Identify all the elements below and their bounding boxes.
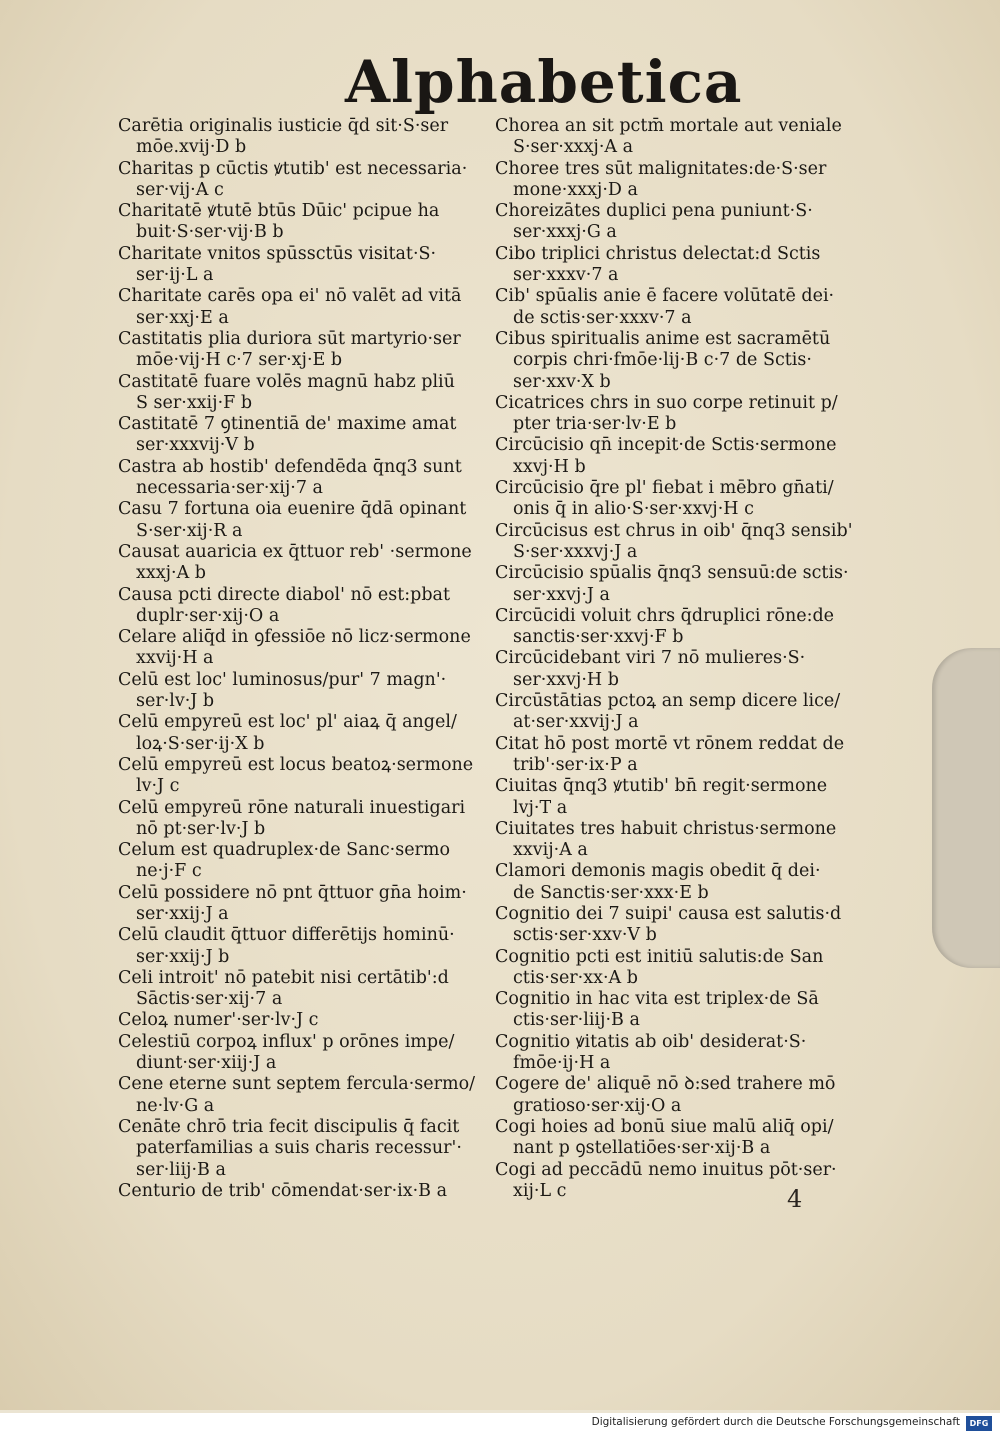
index-entry-continuation: onis q̄ in alio·S·ser·xxvj·H c bbox=[513, 499, 754, 520]
index-entry bbox=[118, 712, 498, 755]
index-entry-continuation: S·ser·xij·R a bbox=[136, 520, 243, 541]
index-entry-continuation: S ser·xxij·F b bbox=[136, 392, 253, 413]
index-entry-headline: Cogi ad peccādū nemo inuitus pōt·ser· bbox=[495, 1159, 837, 1180]
index-entry bbox=[495, 563, 875, 606]
index-entry-continuation: lvj·T a bbox=[513, 797, 568, 818]
index-entry-continuation: ser·xxij·J b bbox=[136, 946, 230, 967]
index-entry-continuation: mōe·vij·H c·7 ser·xj·E b bbox=[136, 350, 343, 371]
index-entry-headline: Cognitio pcti est initiū salutis:de San bbox=[495, 946, 824, 967]
index-entry-headline: Choreizātes duplici pena puniunt·S· bbox=[495, 201, 813, 222]
index-entry bbox=[118, 286, 498, 329]
index-entry-continuation: ser·xxvj·J a bbox=[513, 584, 610, 605]
index-entry bbox=[118, 542, 498, 585]
index-entry-continuation: ne·j·F c bbox=[136, 861, 202, 882]
index-entry-headline: Circūcisio spūalis q̄nq3 sensuū:de sctis· bbox=[495, 563, 849, 584]
index-entry-headline: Celoꝝ numer'·ser·lv·J c bbox=[118, 1010, 319, 1031]
index-entry-continuation: xxvij·H a bbox=[136, 648, 214, 669]
index-entry-continuation: ctis·ser·xx·A b bbox=[513, 967, 638, 988]
index-entry-continuation: ser·liij·B a bbox=[136, 1159, 226, 1180]
page-heading: Alphabetica bbox=[345, 48, 743, 116]
index-entry-continuation: duplr·ser·xij·O a bbox=[136, 605, 280, 626]
index-entry-continuation: loꝝ·S·ser·ij·X b bbox=[136, 733, 265, 754]
index-entry bbox=[495, 989, 875, 1032]
index-entry bbox=[118, 755, 498, 798]
index-entry-continuation: diunt·ser·xiij·J a bbox=[136, 1053, 277, 1074]
index-entry-headline: Causat auaricia ex q̄ttuor reb' ·sermone bbox=[118, 541, 472, 562]
index-entry bbox=[495, 776, 875, 819]
index-entry-headline: Celū empyreū est loc' pl' aiaꝝ q̄ angel/ bbox=[118, 712, 457, 733]
index-entry bbox=[495, 159, 875, 202]
index-entry bbox=[118, 1181, 498, 1202]
index-entry-headline: Castitatis plia duriora sūt martyrio·ser bbox=[118, 328, 461, 349]
index-entry bbox=[118, 925, 498, 968]
index-entry-headline: Celū empyreū rōne naturali inuestigari bbox=[118, 797, 466, 818]
page-number: 4 bbox=[787, 1185, 803, 1213]
index-entry-headline: Circūcisio qn̄ incepit·de Sctis·sermone bbox=[495, 435, 837, 456]
index-entry-headline: Circūcisio q̄re pl' fiebat i mēbro gn̄ati/ bbox=[495, 478, 834, 499]
index-entry bbox=[118, 883, 498, 926]
index-entry-headline: Celū est loc' luminosus/pur' 7 magn'· bbox=[118, 669, 447, 690]
index-entry-continuation: S·ser·xxxj·A a bbox=[513, 137, 634, 158]
index-entry-headline: Cib' spūalis anie ē facere volūtatē dei· bbox=[495, 286, 835, 307]
index-entry bbox=[118, 372, 498, 415]
index-entry-continuation: corpis chri·fmōe·lij·B c·7 de Sctis· bbox=[513, 350, 812, 371]
index-entry bbox=[118, 798, 498, 841]
index-entry-continuation: fmōe·ij·H a bbox=[513, 1053, 611, 1074]
index-entry-continuation: ser·xxxv·7 a bbox=[513, 265, 619, 286]
index-entry bbox=[118, 840, 498, 883]
index-entry-headline: Circūcidebant viri 7 nō mulieres·S· bbox=[495, 648, 806, 669]
index-entry-headline: Cene eterne sunt septem fercula·sermo/ bbox=[118, 1074, 476, 1095]
index-entry bbox=[118, 627, 498, 670]
index-entry-continuation: nant p ꝯstellatiōes·ser·xij·B a bbox=[513, 1138, 771, 1159]
index-entry-headline: Celū possidere nō pnt q̄ttuor gn̄a hoim· bbox=[118, 882, 467, 903]
index-entry-continuation: paterfamilias a suis charis recessur'· bbox=[136, 1138, 462, 1159]
index-entry bbox=[118, 329, 498, 372]
index-entry bbox=[118, 244, 498, 287]
index-entry-headline: Charitate carēs opa ei' nō valēt ad vitā bbox=[118, 286, 462, 307]
index-entry-continuation: buit·S·ser·vij·B b bbox=[136, 222, 284, 243]
index-entry bbox=[495, 435, 875, 478]
index-entry bbox=[118, 968, 498, 1011]
index-entry-continuation: ser·ij·L a bbox=[136, 265, 214, 286]
index-entry-headline: Circūcisus est chrus in oib' q̄nq3 sensib' bbox=[495, 520, 853, 541]
index-entry-continuation: trib'·ser·ix·P a bbox=[513, 754, 638, 775]
index-entry bbox=[495, 393, 875, 436]
index-entry-headline: Celestiū corpoꝝ influx' p orōnes impe/ bbox=[118, 1031, 455, 1052]
index-entry bbox=[495, 478, 875, 521]
index-entry-headline: Circūstātias pctoꝝ an semp dicere lice/ bbox=[495, 691, 841, 712]
index-entry bbox=[118, 457, 498, 500]
index-entry-headline: Cogi hoies ad bonū siue malū aliq̄ opi/ bbox=[495, 1116, 834, 1137]
index-entry bbox=[495, 861, 875, 904]
index-entry-headline: Castitatē 7 ꝯtinentiā de' maxime amat bbox=[118, 414, 457, 435]
index-entry-headline: Cibus spiritualis anime est sacramētū bbox=[495, 328, 831, 349]
index-entry-continuation: de sctis·ser·xxxv·7 a bbox=[513, 307, 692, 328]
index-entry-continuation: ser·xxj·E a bbox=[136, 307, 229, 328]
index-entry-headline: Celū claudit q̄ttuor differētijs hominū· bbox=[118, 925, 455, 946]
index-entry-continuation: ser·xxv·X b bbox=[513, 371, 611, 392]
footer-credit: Digitalisierung gefördert durch die Deutsche Forschungsgemeinschaft bbox=[591, 1416, 960, 1428]
index-entry-continuation: ser·lv·J b bbox=[136, 691, 215, 712]
index-entry-headline: Castra ab hostib' defendēda q̄nq3 sunt bbox=[118, 456, 462, 477]
page-tab-shadow bbox=[932, 648, 1000, 968]
index-entry bbox=[118, 670, 498, 713]
index-entry-continuation: at·ser·xxvij·J a bbox=[513, 712, 639, 733]
index-entry-continuation: S·ser·xxxvj·J a bbox=[513, 541, 638, 562]
dfg-logo: DFG bbox=[966, 1416, 992, 1431]
index-entry-headline: Choree tres sūt malignitates:de·S·ser bbox=[495, 158, 827, 179]
index-entry bbox=[495, 904, 875, 947]
index-entry bbox=[118, 414, 498, 457]
index-entry-continuation: xij·L c bbox=[513, 1180, 567, 1201]
index-entry bbox=[495, 947, 875, 990]
index-column-left bbox=[118, 116, 498, 1202]
index-entry-headline: Circūcidi voluit chrs q̄druplici rōne:de bbox=[495, 605, 835, 626]
index-entry-headline: Casu 7 fortuna oia euenire q̄dā opinant bbox=[118, 499, 467, 520]
index-entry-headline: Cognitio in hac vita est triplex·de Sā bbox=[495, 989, 819, 1010]
index-entry-continuation: ser·xxvj·H b bbox=[513, 669, 619, 690]
index-entry bbox=[495, 329, 875, 393]
index-entry-headline: Centurio de trib' cōmendat·ser·ix·B a bbox=[118, 1180, 448, 1201]
index-entry-headline: Clamori demonis magis obedit q̄ dei· bbox=[495, 861, 821, 882]
index-entry-continuation: xxvj·H b bbox=[513, 456, 586, 477]
index-entry-continuation: ctis·ser·liij·B a bbox=[513, 1010, 640, 1031]
index-entry-continuation: lv·J c bbox=[136, 776, 180, 797]
index-entry bbox=[118, 159, 498, 202]
index-entry-headline: Celum est quadruplex·de Sanc·sermo bbox=[118, 840, 451, 861]
index-entry bbox=[495, 691, 875, 734]
index-entry bbox=[118, 1117, 498, 1181]
index-entry-headline: Ciuitas q̄nq3 ꝟtutib' bn̄ regit·sermone bbox=[495, 776, 828, 797]
index-entry-headline: Cogere de' aliquē nō ꝺ:sed trahere mō bbox=[495, 1074, 836, 1095]
index-entry-headline: Celi introit' nō patebit nisi certātib':d bbox=[118, 967, 449, 988]
index-entry-headline: Cicatrices chrs in suo corpe retinuit p/ bbox=[495, 392, 838, 413]
index-entry bbox=[118, 499, 498, 542]
index-entry-continuation: gratioso·ser·xij·O a bbox=[513, 1095, 682, 1116]
index-entry-headline: Castitatē fuare volēs magnū habz pliū bbox=[118, 371, 455, 392]
index-entry bbox=[118, 585, 498, 628]
index-entry bbox=[495, 521, 875, 564]
index-entry-continuation: sanctis·ser·xxvj·F b bbox=[513, 627, 684, 648]
index-entry bbox=[495, 244, 875, 287]
index-entry-continuation: ne·lv·G a bbox=[136, 1095, 215, 1116]
index-entry-headline: Chorea an sit pctm̄ mortale aut veniale bbox=[495, 116, 842, 136]
index-entry-continuation: nō pt·ser·lv·J b bbox=[136, 818, 266, 839]
index-entry bbox=[495, 1117, 875, 1160]
index-entry bbox=[495, 1032, 875, 1075]
index-column-right bbox=[495, 116, 875, 1202]
index-entry-headline: Causa pcti directe diabol' nō est:pbat bbox=[118, 584, 450, 605]
footer-bar bbox=[0, 1413, 1000, 1435]
index-entry-headline: Cognitio dei 7 suipi' causa est salutis·d bbox=[495, 903, 842, 924]
index-entry-headline: Ciuitates tres habuit christus·sermone bbox=[495, 818, 837, 839]
index-entry-continuation: sctis·ser·xxv·V b bbox=[513, 925, 657, 946]
index-entry-continuation: ser·xxij·J a bbox=[136, 903, 229, 924]
index-entry-continuation: ser·xxxj·G a bbox=[513, 222, 617, 243]
index-entry bbox=[495, 1074, 875, 1117]
index-entry-continuation: de Sanctis·ser·xxx·E b bbox=[513, 882, 709, 903]
index-entry bbox=[495, 1160, 875, 1203]
index-entry-headline: Carētia originalis iusticie q̄d sit·S·ser bbox=[118, 116, 449, 136]
index-entry-headline: Citat hō post mortē vt rōnem reddat de bbox=[495, 733, 845, 754]
index-entry-continuation: xxxj·A b bbox=[136, 563, 206, 584]
index-entry-headline: Charitas p cūctis ꝟtutib' est necessaria· bbox=[118, 158, 468, 179]
index-entry-headline: Cenāte chrō tria fecit discipulis q̄ facit bbox=[118, 1116, 460, 1137]
index-entry-continuation: mōe.xvij·D b bbox=[136, 137, 247, 158]
index-entry-headline: Charitatē ꝟtutē btūs Dūic' pcipue ha bbox=[118, 201, 440, 222]
index-entry bbox=[495, 116, 875, 159]
index-entry bbox=[495, 734, 875, 777]
index-entry-continuation: ser·xxxvij·V b bbox=[136, 435, 255, 456]
index-entry-continuation: necessaria·ser·xij·7 a bbox=[136, 478, 323, 499]
index-entry bbox=[118, 1032, 498, 1075]
index-entry-headline: Celare aliq̄d in ꝯfessiōe nō licz·sermone bbox=[118, 627, 471, 648]
index-entry-continuation: ser·vij·A c bbox=[136, 179, 224, 200]
index-entry bbox=[118, 1074, 498, 1117]
index-entry-headline: Cognitio ꝟitatis ab oib' desiderat·S· bbox=[495, 1031, 807, 1052]
index-entry-headline: Cibo triplici christus delectat:d Sctis bbox=[495, 243, 821, 264]
index-entry bbox=[118, 1010, 498, 1031]
index-entry bbox=[495, 606, 875, 649]
index-entry-continuation: xxvij·A a bbox=[513, 840, 588, 861]
index-entry bbox=[495, 201, 875, 244]
index-entry-continuation: Sāctis·ser·xij·7 a bbox=[136, 989, 283, 1010]
index-entry bbox=[495, 819, 875, 862]
index-entry-continuation: mone·xxxj·D a bbox=[513, 179, 638, 200]
index-entry bbox=[118, 116, 498, 159]
index-entry-continuation: pter tria·ser·lv·E b bbox=[513, 414, 677, 435]
index-entry bbox=[118, 201, 498, 244]
index-entry bbox=[495, 286, 875, 329]
index-entry-headline: Celū empyreū est locus beatoꝝ·sermone bbox=[118, 754, 474, 775]
index-entry-headline: Charitate vnitos spūssctūs visitat·S· bbox=[118, 243, 437, 264]
index-entry bbox=[495, 648, 875, 691]
